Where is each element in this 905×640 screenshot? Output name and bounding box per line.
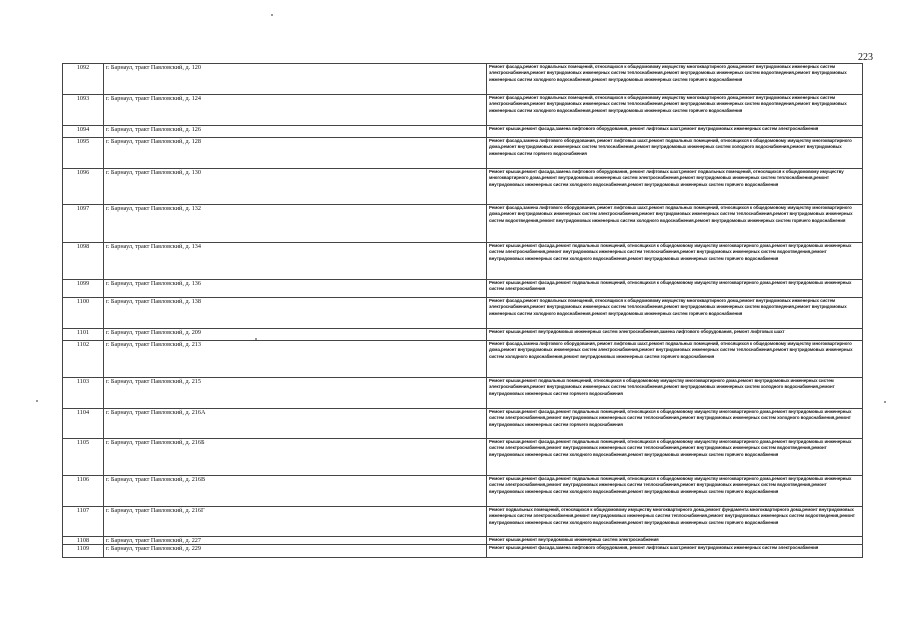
row-works: Ремонт фасада,замена лифтового оборудования, ремонт лифтовых шахт,ремонт подвальных помещений, относящихся к общедомовому имуществу многоквартирного дома,ремонт внутридомовых инженерных систем электроснабжения,ремонт внутридомовых инженерных систем теплоснабжения,ремонт внутридомовых инженерных систем холодного водоснабжения,ремонт внутридомовых инженерных систем горячего водоснабжения [487, 341, 863, 378]
row-number: 1105 [63, 439, 104, 476]
page-number: 223 [858, 52, 873, 63]
row-number: 1103 [63, 378, 104, 409]
row-address: г. Барнаул, тракт Павловский, д. 130 [104, 169, 487, 205]
row-address: г. Барнаул, тракт Павловский, д. 216В [104, 476, 487, 507]
scan-speck [884, 401, 886, 403]
table-row [63, 243, 863, 280]
table-row [63, 537, 863, 545]
row-address: г. Барнаул, тракт Павловский, д. 134 [104, 243, 487, 280]
row-address: г. Барнаул, тракт Павловский, д. 216Б [104, 439, 487, 476]
row-address: г. Барнаул, тракт Павловский, д. 213 [104, 341, 487, 378]
row-works: Ремонт фасада,ремонт подвальных помещений, относящихся к общедомовому имуществу многоквартирного дома,ремонт внутридомовых инженерных систем электроснабжения,ремонт внутридомовых инженерных систем теплоснабжения,ремонт внутридомовых инженерных систем водоотведения,ремонт внутридомовых инженерных систем холодного водоснабжения,ремонт внутридомовых инженерных систем горячего водоснабжения [487, 298, 863, 329]
row-address: г. Барнаул, тракт Павловский, д. 126 [104, 126, 487, 138]
table-row [63, 64, 863, 95]
scan-speck [271, 14, 273, 16]
repair-register-table [62, 63, 863, 558]
table-row [63, 138, 863, 169]
row-works: Ремонт крыши,ремонт фасада,замена лифтового оборудования, ремонт лифтовых шахт,ремонт внутридомовых инженерных систем электроснабжения [487, 545, 863, 558]
row-works: Ремонт фасада,замена лифтового оборудования, ремонт лифтовых шахт,ремонт подвальных помещений, относящихся к общедомовому имуществу многоквартирного дома,ремонт внутридомовых инженерных систем теплоснабжения,ремонт внутридомовых инженерных систем холодного водоснабжения,ремонт внутридомовых инженерных систем горячего водоснабжения [487, 138, 863, 169]
row-address: г. Барнаул, тракт Павловский, д. 138 [104, 298, 487, 329]
row-works: Ремонт фасада,ремонт подвальных помещений, относящихся к общедомовому имуществу многоквартирного дома,ремонт внутридомовых инженерных систем электроснабжения,ремонт внутридомовых инженерных систем теплоснабжения,ремонт внутридомовых инженерных систем водоотведения,ремонт внутридомовых инженерных систем холодного водоснабжения,ремонт внутридомовых инженерных систем горячего водоснабжения [487, 95, 863, 126]
row-works: Ремонт крыши,ремонт подвальных помещений, относящихся к общедомовому имуществу многоквартирного дома,ремонт внутридомовых инженерных систем электроснабжения,ремонт внутридомовых инженерных систем теплоснабжения,ремонт внутридомовых инженерных систем холодного водоснабжения,ремонт внутридомовых инженерных систем горячего водоснабжения [487, 378, 863, 409]
table-row [63, 341, 863, 378]
row-address: г. Барнаул, тракт Павловский, д. 216А [104, 409, 487, 439]
table-row [63, 476, 863, 507]
row-address: г. Барнаул, тракт Павловский, д. 229 [104, 545, 487, 558]
row-number: 1108 [63, 537, 104, 545]
row-number: 1097 [63, 205, 104, 243]
table-row [63, 439, 863, 476]
table-row [63, 545, 863, 558]
row-works: Ремонт крыши,ремонт внутридомовых инженерных систем электроснабжения [487, 537, 863, 545]
row-number: 1095 [63, 138, 104, 169]
table-row [63, 298, 863, 329]
row-works: Ремонт фасада,ремонт подвальных помещений, относящихся к общедомовому имуществу многоквартирного дома,ремонт внутридомовых инженерных систем электроснабжения,ремонт внутридомовых инженерных систем теплоснабжения,ремонт внутридомовых инженерных систем водоотведения,ремонт внутридомовых инженерных систем холодного водоснабжения,ремонт внутридомовых инженерных систем горячего водоснабжения [487, 64, 863, 95]
row-number: 1096 [63, 169, 104, 205]
row-number: 1099 [63, 280, 104, 298]
row-address: г. Барнаул, тракт Павловский, д. 120 [104, 64, 487, 95]
row-number: 1100 [63, 298, 104, 329]
row-works: Ремонт крыши,ремонт фасада,ремонт подвальных помещений, относящихся к общедомовому имуществу многоквартирного дома,ремонт внутридомовых инженерных систем электроснабжения [487, 280, 863, 298]
scan-speck [36, 400, 38, 402]
row-works: Ремонт крыши,ремонт фасада,замена лифтового оборудования, ремонт лифтовых шахт,ремонт внутридомовых инженерных систем электроснабжения [487, 126, 863, 138]
table-row [63, 95, 863, 126]
row-address: г. Барнаул, тракт Павловский, д. 132 [104, 205, 487, 243]
row-number: 1107 [63, 507, 104, 537]
table-row [63, 280, 863, 298]
row-works: Ремонт крыши,ремонт фасада,ремонт подвальных помещений, относящихся к общедомовому имуществу многоквартирного дома,ремонт внутридомовых инженерных систем электроснабжения,ремонт внутридомовых инженерных систем теплоснабжения,ремонт внутридомовых инженерных систем водоотведения,ремонт внутридомовых инженерных систем холодного водоснабжения,ремонт внутридомовых инженерных систем горячего водоснабжения [487, 439, 863, 476]
table-row [63, 205, 863, 243]
row-number: 1106 [63, 476, 104, 507]
row-address: г. Барнаул, тракт Павловский, д. 136 [104, 280, 487, 298]
row-works: Ремонт крыши,ремонт фасада,ремонт подвальных помещений, относящихся к общедомовому имуществу многоквартирного дома,ремонт внутридомовых инженерных систем электроснабжения,ремонт внутридомовых инженерных систем теплоснабжения,ремонт внутридомовых инженерных систем холодного водоснабжения,ремонт внутридомовых инженерных систем горячего водоснабжения [487, 409, 863, 439]
table-row [63, 507, 863, 537]
row-number: 1104 [63, 409, 104, 439]
row-number: 1109 [63, 545, 104, 558]
row-works: Ремонт фасада,замена лифтового оборудования, ремонт лифтовых шахт,ремонт подвальных помещений, относящихся к общедомовому имуществу многоквартирного дома,ремонт внутридомовых инженерных систем электроснабжения,ремонт внутридомовых инженерных систем теплоснабжения,ремонт внутридомовых инженерных систем водоотведения,ремонт внутридомовых инженерных систем холодного водоснабжения,ремонт внутридомовых инженерных систем горячего водоснабжения [487, 205, 863, 243]
table-row [63, 378, 863, 409]
row-number: 1093 [63, 95, 104, 126]
row-address: г. Барнаул, тракт Павловский, д. 215 [104, 378, 487, 409]
row-number: 1098 [63, 243, 104, 280]
row-works: Ремонт крыши,ремонт внутридомовых инженерных систем электроснабжения,замена лифтового оборудования, ремонт лифтовых шахт [487, 329, 863, 341]
row-number: 1102 [63, 341, 104, 378]
row-number: 1094 [63, 126, 104, 138]
table-row [63, 169, 863, 205]
row-address: г. Барнаул, тракт Павловский, д. 216Г [104, 507, 487, 537]
row-address: г. Барнаул, тракт Павловский, д. 209 [104, 329, 487, 341]
table-row [63, 126, 863, 138]
row-works: Ремонт крыши,ремонт фасада,ремонт подвальных помещений, относящихся к общедомовому имуществу многоквартирного дома,ремонт внутридомовых инженерных систем электроснабжения,ремонт внутридомовых инженерных систем теплоснабжения,ремонт внутридомовых инженерных систем водоотведения,ремонт внутридомовых инженерных систем холодного водоснабжения,ремонт внутридомовых инженерных систем горячего водоснабжения [487, 476, 863, 507]
row-number: 1101 [63, 329, 104, 341]
row-works: Ремонт крыши,ремонт фасада,замена лифтового оборудования, ремонт лифтовых шахт,ремонт подвальных помещений, относящихся к общедомовому имуществу многоквартирного дома,ремонт внутридомовых инженерных систем электроснабжения,ремонт внутридомовых инженерных систем теплоснабжения,ремонт внутридомовых инженерных систем холодного водоснабжения,ремонт внутридомовых инженерных систем горячего водоснабжения [487, 169, 863, 205]
table-row [63, 409, 863, 439]
row-address: г. Барнаул, тракт Павловский, д. 124 [104, 95, 487, 126]
row-works: Ремонт подвальных помещений, относящихся к общедомовому имуществу многоквартирного дома,ремонт фундамента многоквартирного дома,ремонт внутридомовых инженерных систем электроснабжения,ремонт внутридомовых инженерных систем теплоснабжения,ремонт внутридомовых инженерных систем водоотведения,ремонт внутридомовых инженерных систем холодного водоснабжения,ремонт внутридомовых инженерных систем горячего водоснабжения [487, 507, 863, 537]
row-address: г. Барнаул, тракт Павловский, д. 128 [104, 138, 487, 169]
row-works: Ремонт крыши,ремонт фасада,ремонт подвальных помещений, относящихся к общедомовому имуществу многоквартирного дома,ремонт внутридомовых инженерных систем электроснабжения,ремонт внутридомовых инженерных систем теплоснабжения,ремонт внутридомовых инженерных систем водоотведения,ремонт внутридомовых инженерных систем холодного водоснабжения,ремонт внутридомовых инженерных систем горячего водоснабжения [487, 243, 863, 280]
row-number: 1092 [63, 64, 104, 95]
table-body [63, 64, 863, 558]
row-address: г. Барнаул, тракт Павловский, д. 227 [104, 537, 487, 545]
table-row [63, 329, 863, 341]
